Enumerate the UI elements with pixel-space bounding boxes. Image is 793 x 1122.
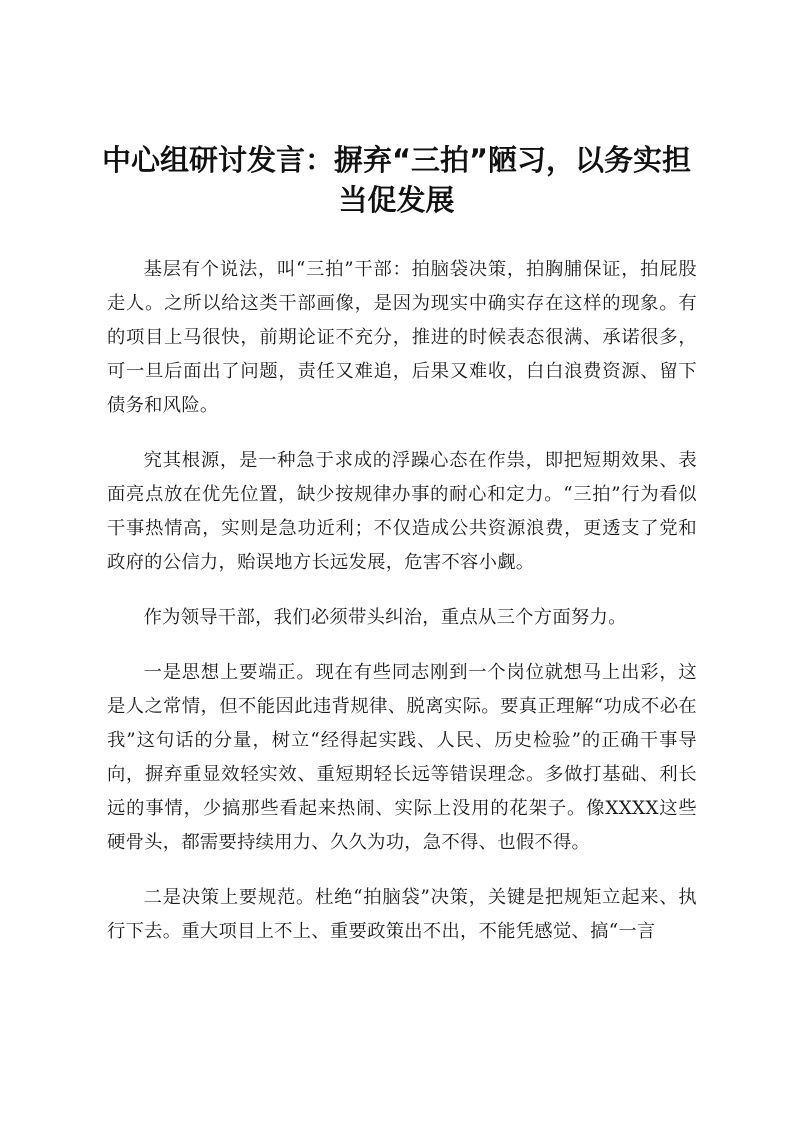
paragraph-5: 二是决策上要规范。杜绝“拍脑袋”决策，关键是把规矩立起来、执行下去。重大项目上不上、重要政策出不出，不能凭感觉、搞“一言 <box>107 887 697 942</box>
paragraph-4: 一是思想上要端正。现在有些同志刚到一个岗位就想马上出彩，这是人之常情，但不能因此违背规律、脱离实际。要真正理解“功成不必在我”这句话的分量，树立“经得起实践、人民、历史检验”的正确干事导向，摒弃重显效轻实效、重短期轻长远等错误理念。多做打基础、利长远的事情，少搞那些看起来热闹、实际上没用的花架子。像XXXX这些硬骨头，都需要持续用力、久久为功，急不得、也假不得。 <box>107 662 697 853</box>
paragraph-1: 基层有个说法，叫“三拍”干部：拍脑袋决策，拍胸脯保证，拍屁股走人。之所以给这类干部画像，是因为现实中确实存在这样的现象。有的项目上马很快，前期论证不充分，推进的时候表态很满、承诺很多，可一旦后面出了问题，责任又难追，后果又难收，白白浪费资源、留下债务和风险。 <box>107 259 697 416</box>
document-title: 中心组研讨发言：摒弃“三拍”陋习，以务实担当促发展 <box>101 143 692 217</box>
paragraph-2: 究其根源，是一种急于求成的浮躁心态在作祟，即把短期效果、表面亮点放在优先位置，缺少按规律办事的耐心和定力。“三拍”行为看似干事热情高，实则是急功近利；不仅造成公共资源浪费，更透支了党和政府的公信力，贻误地方长远发展，危害不容小觑。 <box>107 450 697 573</box>
paragraph-3: 作为领导干部，我们必须带头纠治，重点从三个方面努力。 <box>143 607 627 628</box>
document-body <box>107 253 697 970</box>
